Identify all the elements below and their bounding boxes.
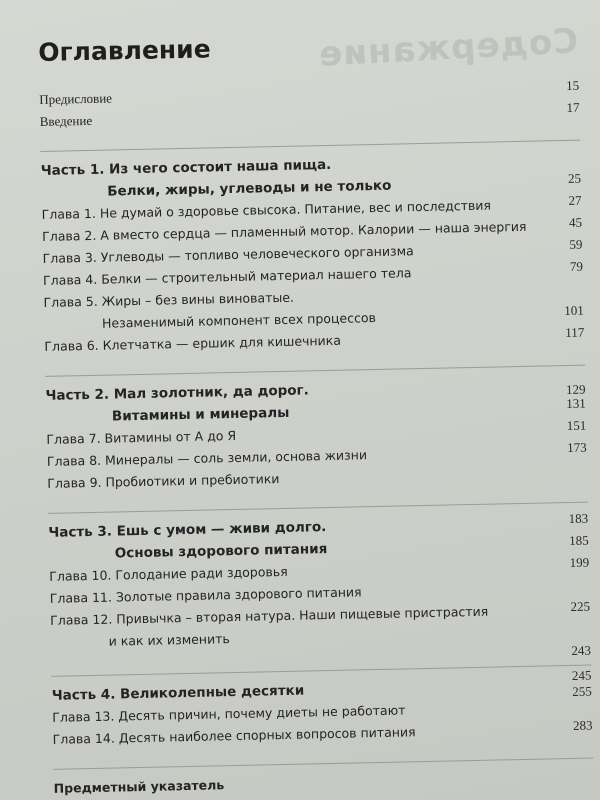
entry-page: 225 xyxy=(570,598,591,614)
entry-label: Предметный указатель xyxy=(53,777,225,796)
page-title: Оглавление xyxy=(38,34,211,67)
entry-page: 79 xyxy=(569,258,584,274)
part-title-line2: Основы здорового питания xyxy=(114,541,328,562)
part-title-line2: Витамины и минералы xyxy=(111,404,290,425)
entry-page: 25 xyxy=(567,170,582,186)
part-title-line1: Часть 2. Мал золотник, да дорог. xyxy=(45,382,309,404)
entry-page: 45 xyxy=(568,214,583,230)
entry-page: 255 xyxy=(572,683,592,699)
entry-label: Введение xyxy=(39,112,93,129)
entry-label: Глава 11. Золотые правила здорового питания xyxy=(49,584,362,606)
entry-page: 27 xyxy=(568,192,582,208)
entry-page: 243 xyxy=(571,642,592,658)
bleed-through-title: Содержание xyxy=(316,21,579,75)
table-of-contents xyxy=(38,27,594,800)
entry-label: Глава 1. Не думай о здоровье свысока. Питание, вес и последствия xyxy=(41,197,492,222)
entry-page: 17 xyxy=(566,99,580,115)
entry-page: 199 xyxy=(569,554,590,570)
entry-page: 131 xyxy=(566,395,586,412)
entry-label: Глава 9. Пробиотики и пребиотики xyxy=(47,471,280,491)
entry-label: Глава 7. Витамины от А до Я xyxy=(46,427,237,447)
entry-label: Глава 14. Десять наиболее спорных вопросов питания xyxy=(52,724,416,747)
entry-label-cont: и как их изменить xyxy=(108,631,230,649)
entry-label: Предисловие xyxy=(39,90,113,107)
entry-label: Глава 4. Белки — строительный материал нашего тела xyxy=(42,265,412,288)
entry-page: 59 xyxy=(569,236,583,252)
entry-label: Глава 6. Клетчатка — ершик для кишечника xyxy=(44,332,342,354)
part-title-line1: Часть 3. Ешь с умом — живи долго. xyxy=(48,519,327,541)
entry-label: Глава 12. Привычка – вторая натура. Наши пищевые пристрастия xyxy=(50,603,489,628)
part-title-line2: Белки, жиры, углеводы и не только xyxy=(107,177,392,200)
entry-page: 185 xyxy=(568,532,589,548)
entry-page: 183 xyxy=(568,510,589,526)
entry-page: 101 xyxy=(564,302,584,319)
entry-label: Глава 10. Голодание ради здоровья xyxy=(49,563,288,584)
entry-page: 151 xyxy=(566,417,587,434)
entry-page: 283 xyxy=(572,717,593,733)
entry-label: Глава 5. Жиры – без вины виноватые. xyxy=(43,289,295,310)
entry-label: Глава 8. Минералы — соль земли, основа жизни xyxy=(46,447,368,469)
part-title-line1: Часть 1. Из чего состоит наша пища. xyxy=(40,156,332,179)
entry-page: 117 xyxy=(565,324,585,341)
toc-entry-index xyxy=(53,767,593,800)
entry-label-cont: Незаменимый компонент всех процессов xyxy=(101,309,377,331)
entry-page: 15 xyxy=(565,77,580,93)
entry-label: Глава 13. Десять причин, почему диеты не работают xyxy=(52,702,406,725)
entry-label: Глава 3. Углеводы — топливо человеческого организма xyxy=(42,243,414,266)
entry-page: 129 xyxy=(565,381,586,398)
entry-label: Глава 2. А вместо сердца — пламенный мотор. Калории — наша энергия xyxy=(42,218,527,244)
entry-page: 245 xyxy=(571,667,592,683)
part-title-line1: Часть 4. Великолепные десятки xyxy=(51,682,305,704)
entry-page: 173 xyxy=(567,439,587,456)
